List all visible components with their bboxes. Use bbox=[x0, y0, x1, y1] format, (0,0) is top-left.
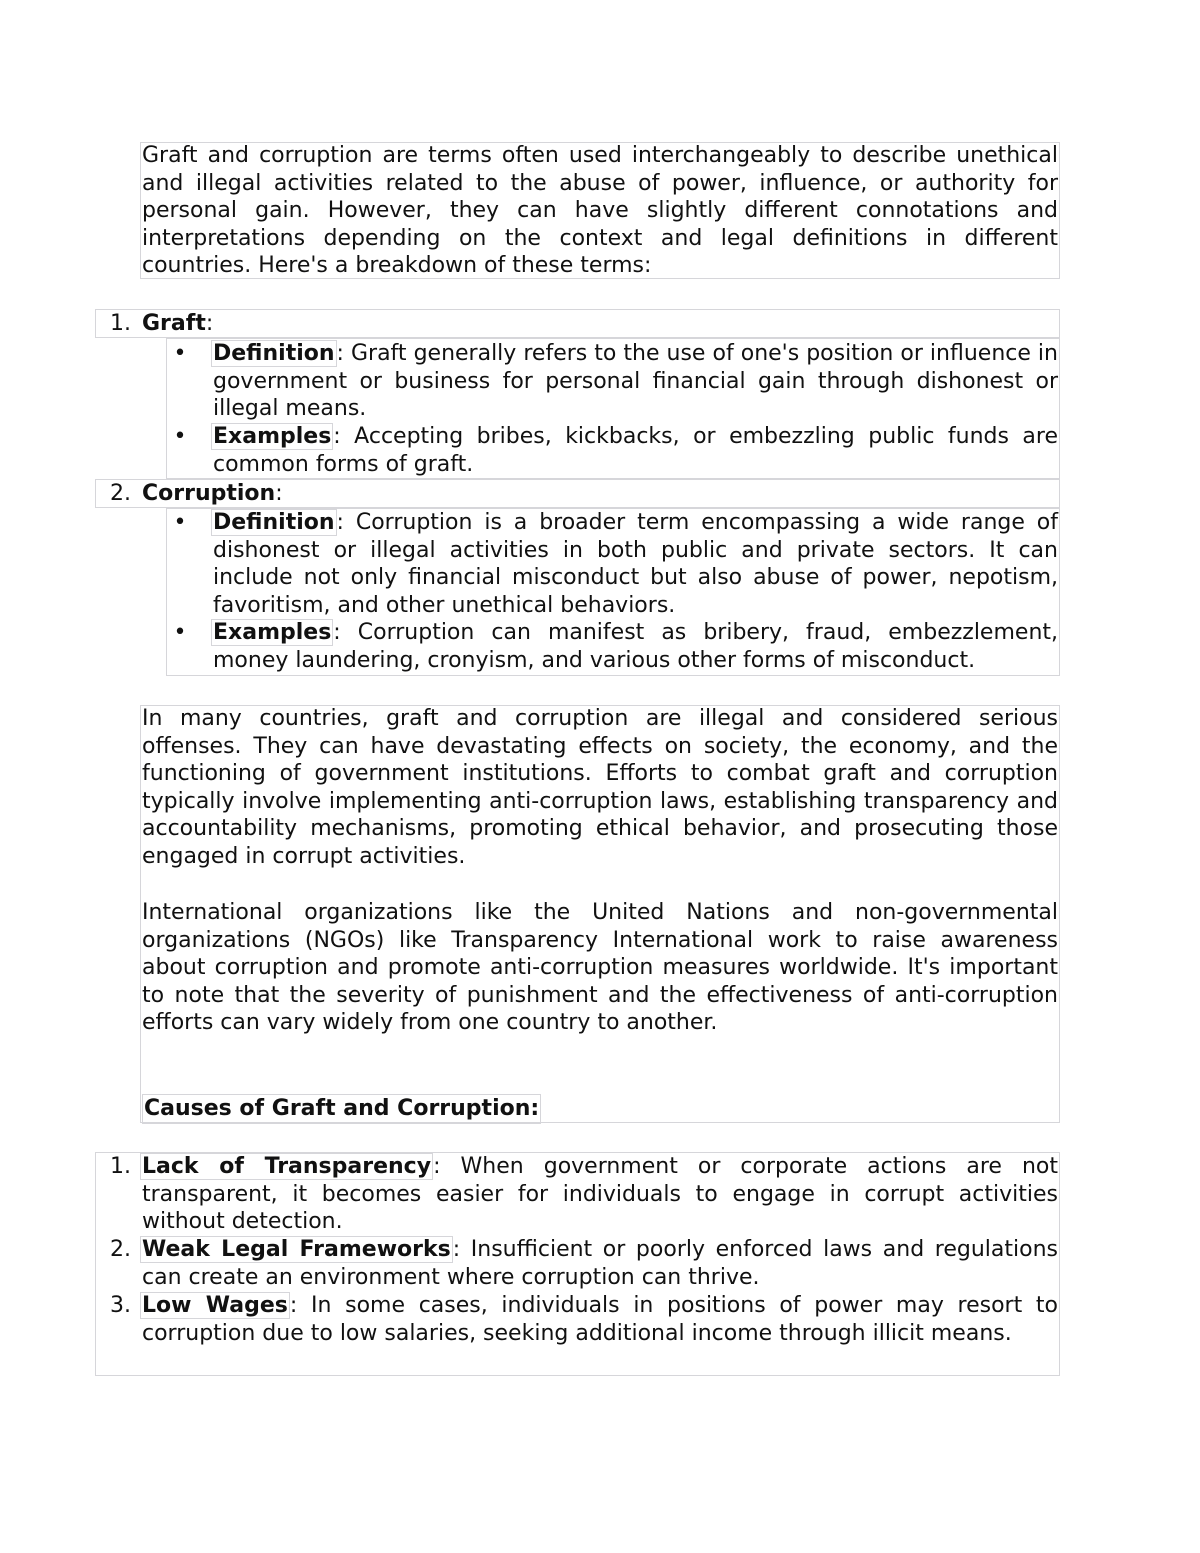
item-label: Definition bbox=[213, 341, 335, 366]
intro-paragraph: Graft and corruption are terms often used interchangeably to describe unethical and illegal activities related to the abuse of power, influence, or authority for personal gain. However, they can have slightly different connotations and interpretations depending on the context and legal definitions in different countries. Here's a breakdown of these terms: bbox=[142, 143, 1058, 279]
item-text: : Corruption is a broader term encompassing a wide range of dishonest or illegal activities in both public and private sectors. It can include not only financial misconduct but also abuse of power, nepotism, favoritism, and other unethical behaviors. bbox=[213, 510, 1058, 618]
term-title: Graft bbox=[142, 311, 206, 336]
item-text: : Graft generally refers to the use of one's position or influence in government or business for personal financial gain through dishonest or illegal means. bbox=[213, 341, 1058, 422]
term-suffix: : bbox=[275, 481, 283, 506]
cause-text: : When government or corporate actions are not transparent, it becomes easier for individuals to engage in corrupt activities without detection. bbox=[142, 1154, 1058, 1235]
cause-text: : In some cases, individuals in positions of power may resort to corruption due to low salaries, seeking additional income through illicit means. bbox=[142, 1293, 1058, 1346]
list-number: 2. bbox=[110, 481, 131, 506]
list-number: 3. bbox=[110, 1293, 131, 1318]
causes-heading: Causes of Graft and Corruption: bbox=[142, 1094, 541, 1124]
bullet-icon: • bbox=[173, 620, 187, 645]
item-label: Definition bbox=[213, 510, 335, 535]
term-suffix: : bbox=[205, 311, 214, 336]
list-number: 2. bbox=[110, 1237, 131, 1262]
cause-text: : Insufficient or poorly enforced laws and regulations can create an environment where corruption can thrive. bbox=[142, 1237, 1058, 1290]
item-text: : Accepting bribes, kickbacks, or embezzling public funds are common forms of graft. bbox=[213, 424, 1058, 477]
term-corruption-header bbox=[95, 480, 1060, 508]
cause-label: Low Wages bbox=[142, 1293, 288, 1318]
list-number: 1. bbox=[110, 311, 131, 336]
list-number: 1. bbox=[110, 1154, 131, 1179]
paragraph-organizations: International organizations like the United Nations and non-governmental organizations (NGOs) like Transparency International work to raise awareness about corruption and promote anti-corruption measures worldwide. It's important to note that the severity of punishment and the effectiveness of anti-corruption efforts can vary widely from one country to another. bbox=[142, 900, 1058, 1036]
term-title: Corruption bbox=[142, 481, 276, 506]
bullet-icon: • bbox=[173, 510, 187, 535]
bullet-icon: • bbox=[173, 341, 187, 366]
item-label: Examples bbox=[213, 424, 332, 449]
item-label: Examples bbox=[213, 620, 332, 645]
bullet-icon: • bbox=[173, 424, 187, 449]
term-graft-header bbox=[95, 310, 1060, 338]
cause-label: Weak Legal Frameworks bbox=[142, 1237, 451, 1262]
item-text: : Corruption can manifest as bribery, fraud, embezzlement, money laundering, cronyism, and various other forms of misconduct. bbox=[213, 620, 1058, 673]
paragraph-effects: In many countries, graft and corruption are illegal and considered serious offenses. They can have devastating effects on society, the economy, and the functioning of government institutions. Efforts to combat graft and corruption typically involve implementing anti-corruption laws, establishing transparency and accountability mechanisms, promoting ethical behavior, and prosecuting those engaged in corrupt activities. bbox=[142, 706, 1058, 869]
cause-label: Lack of Transparency bbox=[142, 1154, 432, 1179]
